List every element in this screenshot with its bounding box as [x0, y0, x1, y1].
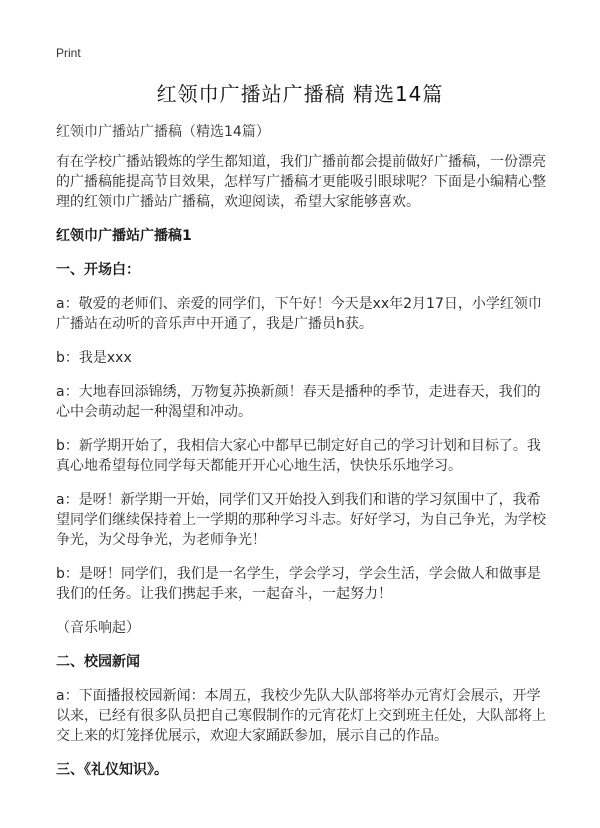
dialogue-paragraph: a：敬爱的老师们、亲爱的同学们，下午好！今天是xx年2月17日，小学红领巾广播站在动听的音乐声中开通了，我是广播员h获。 — [56, 296, 542, 332]
dialogue-paragraph: a：大地春回添锦绣，万物复苏换新颜！春天是播种的季节，走进春天，我们的心中会萌动起一种渴望和冲动。 — [56, 384, 541, 420]
print-link[interactable]: Print — [56, 46, 81, 60]
part-heading-etiquette: 三、《礼仪知识》。 — [56, 762, 168, 778]
section-heading: 红领巾广播站广播稿1 — [56, 228, 192, 244]
dialogue-paragraph: a：是呀！新学期一开始，同学们又开始投入到我们和谐的学习氛围中了，我希望同学们继续保持着上一学期的那种学习斗志。好好学习，为自己争光，为学校争光，为父母争光，为老师争光！ — [56, 492, 546, 548]
dialogue-paragraph: b：我是xxx — [56, 350, 132, 366]
article-body — [56, 122, 548, 794]
stage-direction: （音乐响起） — [56, 620, 140, 636]
part-heading-opening: 一、开场白： — [56, 262, 140, 278]
intro-paragraph: 有在学校广播站锻炼的学生都知道，我们广播前都会提前做好广播稿，一份漂亮的广播稿能提高节目效果，怎样写广播稿才更能吸引眼球呢？下面是小编精心整理的红领巾广播站广播稿，欢迎阅读，希望大家能够喜欢。 — [56, 154, 546, 210]
page-title: 红领巾广播站广播稿 精选14篇 — [156, 82, 444, 106]
article-subtitle: 红领巾广播站广播稿（精选14篇） — [56, 124, 270, 140]
dialogue-paragraph: b：是呀！同学们，我们是一名学生，学会学习，学会生活，学会做人和做事是我们的任务。让我们携起手来，一起奋斗，一起努力！ — [56, 566, 541, 602]
part-heading-campus-news: 二、校园新闻 — [56, 654, 140, 670]
news-paragraph: a：下面播报校园新闻：本周五，我校少先队大队部将举办元宵灯会展示，开学以来，已经有很多队员把自己寒假制作的元宵花灯上交到班主任处，大队部将上交上来的灯笼择优展示，欢迎大家踊跃参加，展示自己的作品。 — [56, 688, 546, 744]
dialogue-paragraph: b：新学期开始了，我相信大家心中都早已制定好自己的学习计划和目标了。我真心地希望每位同学每天都能开开心心地生活，快快乐乐地学习。 — [56, 438, 541, 474]
